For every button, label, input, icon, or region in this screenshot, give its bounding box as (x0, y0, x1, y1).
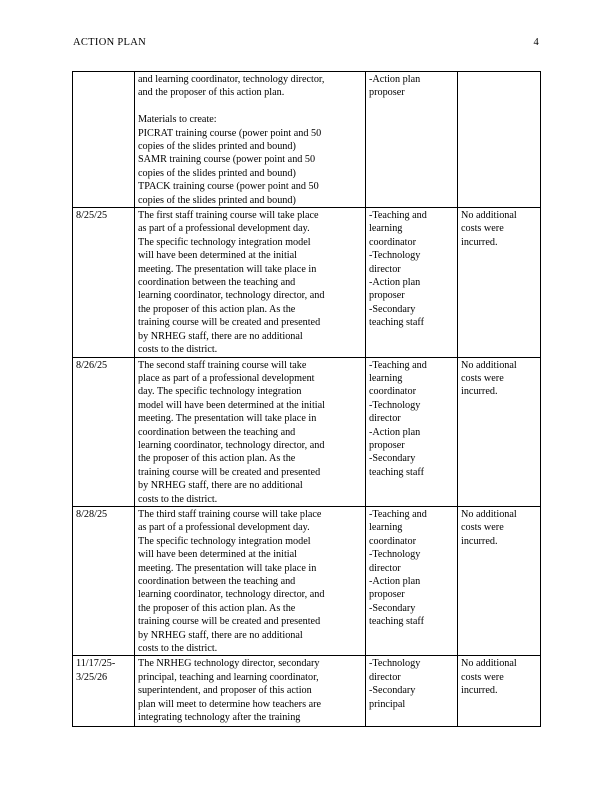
text-line: 3/25/26 (76, 671, 108, 683)
text-line: proposer (369, 439, 405, 451)
text-line: place as part of a professional development (138, 372, 315, 384)
text-line: copies of the slides printed and bound) (138, 141, 296, 153)
text-line: day. The specific technology integration (138, 386, 302, 398)
text-line: -Teaching and (369, 210, 427, 222)
text-line: training course will be created and presented (138, 616, 321, 628)
text-line: and learning coordinator, technology director, (138, 74, 325, 85)
text-line: principal, teaching and learning coordinator, (138, 671, 319, 683)
text-line: director (369, 671, 401, 683)
cost-cell (458, 357, 541, 506)
text-line: -Teaching and (369, 359, 427, 371)
table-row (73, 357, 541, 506)
activity-cell (135, 506, 366, 655)
text-line: proposer (369, 290, 405, 302)
text-line: teaching staff (369, 466, 424, 478)
text-line: 11/17/25- (76, 658, 116, 670)
text-line: -Action plan (369, 74, 421, 85)
text-line: No additional (461, 210, 517, 222)
text-line: learning (369, 522, 403, 534)
text-line: superintendent, and proposer of this action (138, 685, 312, 697)
page-number: 4 (533, 37, 539, 48)
text-line: teaching staff (369, 317, 424, 329)
text-line: learning coordinator, technology director, and (138, 589, 325, 601)
text-line: -Action plan (369, 576, 421, 588)
text-line: coordination between the teaching and (138, 576, 296, 588)
text-line: as part of a professional development day. (138, 223, 310, 235)
text-line: The second staff training course will take (138, 359, 307, 371)
text-line: -Secondary (369, 453, 416, 465)
text-line: director (369, 562, 401, 574)
text-line: learning (369, 372, 403, 384)
text-line: The first staff training course will take place (138, 210, 319, 222)
text-line: training course will be created and presented (138, 317, 321, 329)
text-line: -Technology (369, 549, 421, 561)
text-line: by NRHEG staff, there are no additional (138, 629, 303, 641)
text-line: costs were (461, 522, 504, 534)
text-line: No additional (461, 508, 517, 520)
text-line: incurred. (461, 685, 498, 697)
text-line: meeting. The presentation will take place in (138, 263, 317, 275)
text-line: -Secondary (369, 602, 416, 614)
text-line: incurred. (461, 535, 498, 547)
text-line: principal (369, 698, 406, 710)
text-line: The specific technology integration model (138, 236, 311, 248)
text-line: Materials to create: (138, 114, 217, 126)
table-row (73, 506, 541, 655)
text-line: coordinator (369, 236, 416, 248)
responsible-cell (366, 656, 458, 727)
text-line: -Technology (369, 658, 421, 670)
cost-cell (458, 208, 541, 357)
text-line: will have been determined at the initial (138, 549, 297, 561)
text-line: PICRAT training course (power point and 50 (138, 127, 322, 139)
text-line: director (369, 263, 401, 275)
text-line: costs were (461, 372, 504, 384)
responsible-cell (366, 506, 458, 655)
text-line: meeting. The presentation will take place in (138, 413, 317, 425)
text-line: No additional (461, 359, 517, 371)
text-line: director (369, 413, 401, 425)
activity-cell (135, 656, 366, 727)
text-line: coordinator (369, 386, 416, 398)
responsible-cell (366, 357, 458, 506)
text-line: learning coordinator, technology director, and (138, 439, 325, 451)
text-line: The NRHEG technology director, secondary (138, 658, 320, 670)
text-line: -Technology (369, 399, 421, 411)
table-row (73, 656, 541, 727)
text-line: the proposer of this action plan. As the (138, 453, 296, 465)
text-line: incurred. (461, 236, 498, 248)
date-cell (73, 208, 135, 357)
text-line: proposer (369, 87, 405, 99)
text-line: The third staff training course will take place (138, 508, 322, 520)
text-line: copies of the slides printed and bound) (138, 194, 296, 206)
text-line: model will have been determined at the initial (138, 399, 325, 411)
page-header (73, 37, 539, 51)
paragraph-gap (138, 100, 362, 113)
text-line: 8/26/25 (76, 359, 108, 371)
text-line: The specific technology integration model (138, 535, 311, 547)
text-line: the proposer of this action plan. As the (138, 303, 296, 315)
text-line: teaching staff (369, 616, 424, 628)
text-line: No additional (461, 658, 517, 670)
responsible-cell (366, 208, 458, 357)
text-line: 8/28/25 (76, 508, 108, 520)
date-cell (73, 357, 135, 506)
running-head-title: ACTION PLAN (73, 37, 147, 48)
text-line: the proposer of this action plan. As the (138, 602, 296, 614)
date-cell (73, 506, 135, 655)
text-line: -Technology (369, 250, 421, 262)
text-line: -Action plan (369, 426, 421, 438)
activity-cell (135, 208, 366, 357)
text-line: -Teaching and (369, 508, 427, 520)
text-line: proposer (369, 589, 405, 601)
text-line: costs were (461, 223, 504, 235)
text-line: meeting. The presentation will take place in (138, 562, 317, 574)
text-line: coordination between the teaching and (138, 277, 296, 289)
text-line: coordination between the teaching and (138, 426, 296, 438)
table-row (73, 208, 541, 357)
text-line: -Action plan (369, 277, 421, 289)
action-plan-table (72, 71, 541, 727)
date-cell (73, 656, 135, 727)
text-line: costs to the district. (138, 493, 218, 505)
text-line: copies of the slides printed and bound) (138, 167, 296, 179)
text-line: will have been determined at the initial (138, 250, 297, 262)
activity-cell (135, 72, 366, 208)
text-line: SAMR training course (power point and 50 (138, 154, 316, 166)
cost-cell (458, 656, 541, 727)
text-line: by NRHEG staff, there are no additional (138, 330, 303, 342)
responsible-cell (366, 72, 458, 208)
text-line: costs to the district. (138, 643, 218, 655)
text-line: -Secondary (369, 303, 416, 315)
text-line: by NRHEG staff, there are no additional (138, 480, 303, 492)
text-line: 8/25/25 (76, 210, 108, 222)
text-line: as part of a professional development day. (138, 522, 310, 534)
text-line: TPACK training course (power point and 50 (138, 181, 319, 193)
text-line: costs were (461, 671, 504, 683)
text-line: costs to the district. (138, 344, 218, 356)
date-cell (73, 72, 135, 208)
cost-cell (458, 506, 541, 655)
cost-cell (458, 72, 541, 208)
table-row (73, 72, 541, 208)
text-line: -Secondary (369, 685, 416, 697)
text-line: integrating technology after the training (138, 712, 301, 724)
activity-cell (135, 357, 366, 506)
text-line: plan will meet to determine how teachers are (138, 698, 322, 710)
text-line: learning coordinator, technology director, and (138, 290, 325, 302)
text-line: learning (369, 223, 403, 235)
text-line: and the proposer of this action plan. (138, 87, 285, 99)
text-line: training course will be created and presented (138, 466, 321, 478)
text-line: incurred. (461, 386, 498, 398)
text-line: coordinator (369, 535, 416, 547)
